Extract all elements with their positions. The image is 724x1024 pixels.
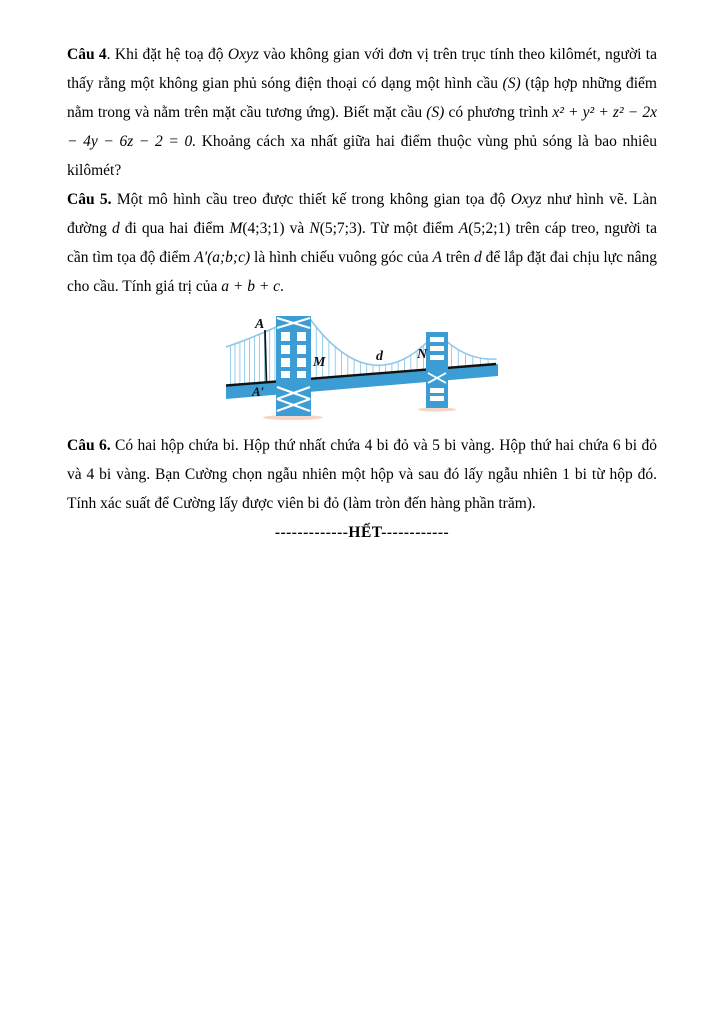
left-tower: [276, 316, 311, 416]
right-tower: [426, 332, 448, 408]
question-5: Câu 5. Một mô hình cầu treo được thiết kế trong không gian tọa độ Oxyz như hình vẽ. Làn đường d đi qua hai điểm M(4;3;1) và N(5;7;3). Từ một điểm A(5;2;1) trên cáp treo, người ta cần tìm tọa độ điểm A′(a;b;c) là hình chiếu vuông góc của A trên d để lắp đặt đai chịu lực nâng cho cầu. Tính giá trị của a + b + c.: [67, 191, 658, 295]
suspension-bridge-diagram: [226, 315, 498, 423]
label-point-a: A: [255, 317, 265, 332]
question-4: Câu 4. Khi đặt hệ toạ độ Oxyz vào không gian với đơn vị trên trục tính theo kilômét, người ta thấy rằng một không gian phủ sóng điện thoại có dạng một hình cầu (S) (tập hợp những điểm nằm trong và nằm trên mặt cầu tương ứng). Biết mặt cầu (S) có phương trình x² + y² + z² − 2x − 4y − 6z − 2 = 0. Khoảng cách xa nhất giữa hai điểm thuộc vùng phủ sóng là bao nhiêu kilômét?: [67, 46, 657, 179]
label-line-d: d: [376, 349, 383, 364]
label-point-n: N: [417, 347, 428, 362]
segment-a-aprime: [265, 330, 267, 384]
label-point-m: M: [313, 355, 326, 370]
question-6: Câu 6. Có hai hộp chứa bi. Hộp thứ nhất chứa 4 bi đỏ và 5 bi vàng. Hộp thứ hai chứa 6 bi đỏ và 4 bi vàng. Bạn Cường chọn ngẫu nhiên một hộp và sau đó lấy ngẫu nhiên 1 bi từ hộp đó. Tính xác suất để Cường lấy được viên bi đỏ (làm tròn đến hàng phần trăm).: [67, 437, 657, 512]
label-point-a-prime: A′: [252, 384, 265, 399]
end-marker: -------------HẾT------------: [274, 524, 450, 541]
bridge-figure: [226, 315, 498, 423]
